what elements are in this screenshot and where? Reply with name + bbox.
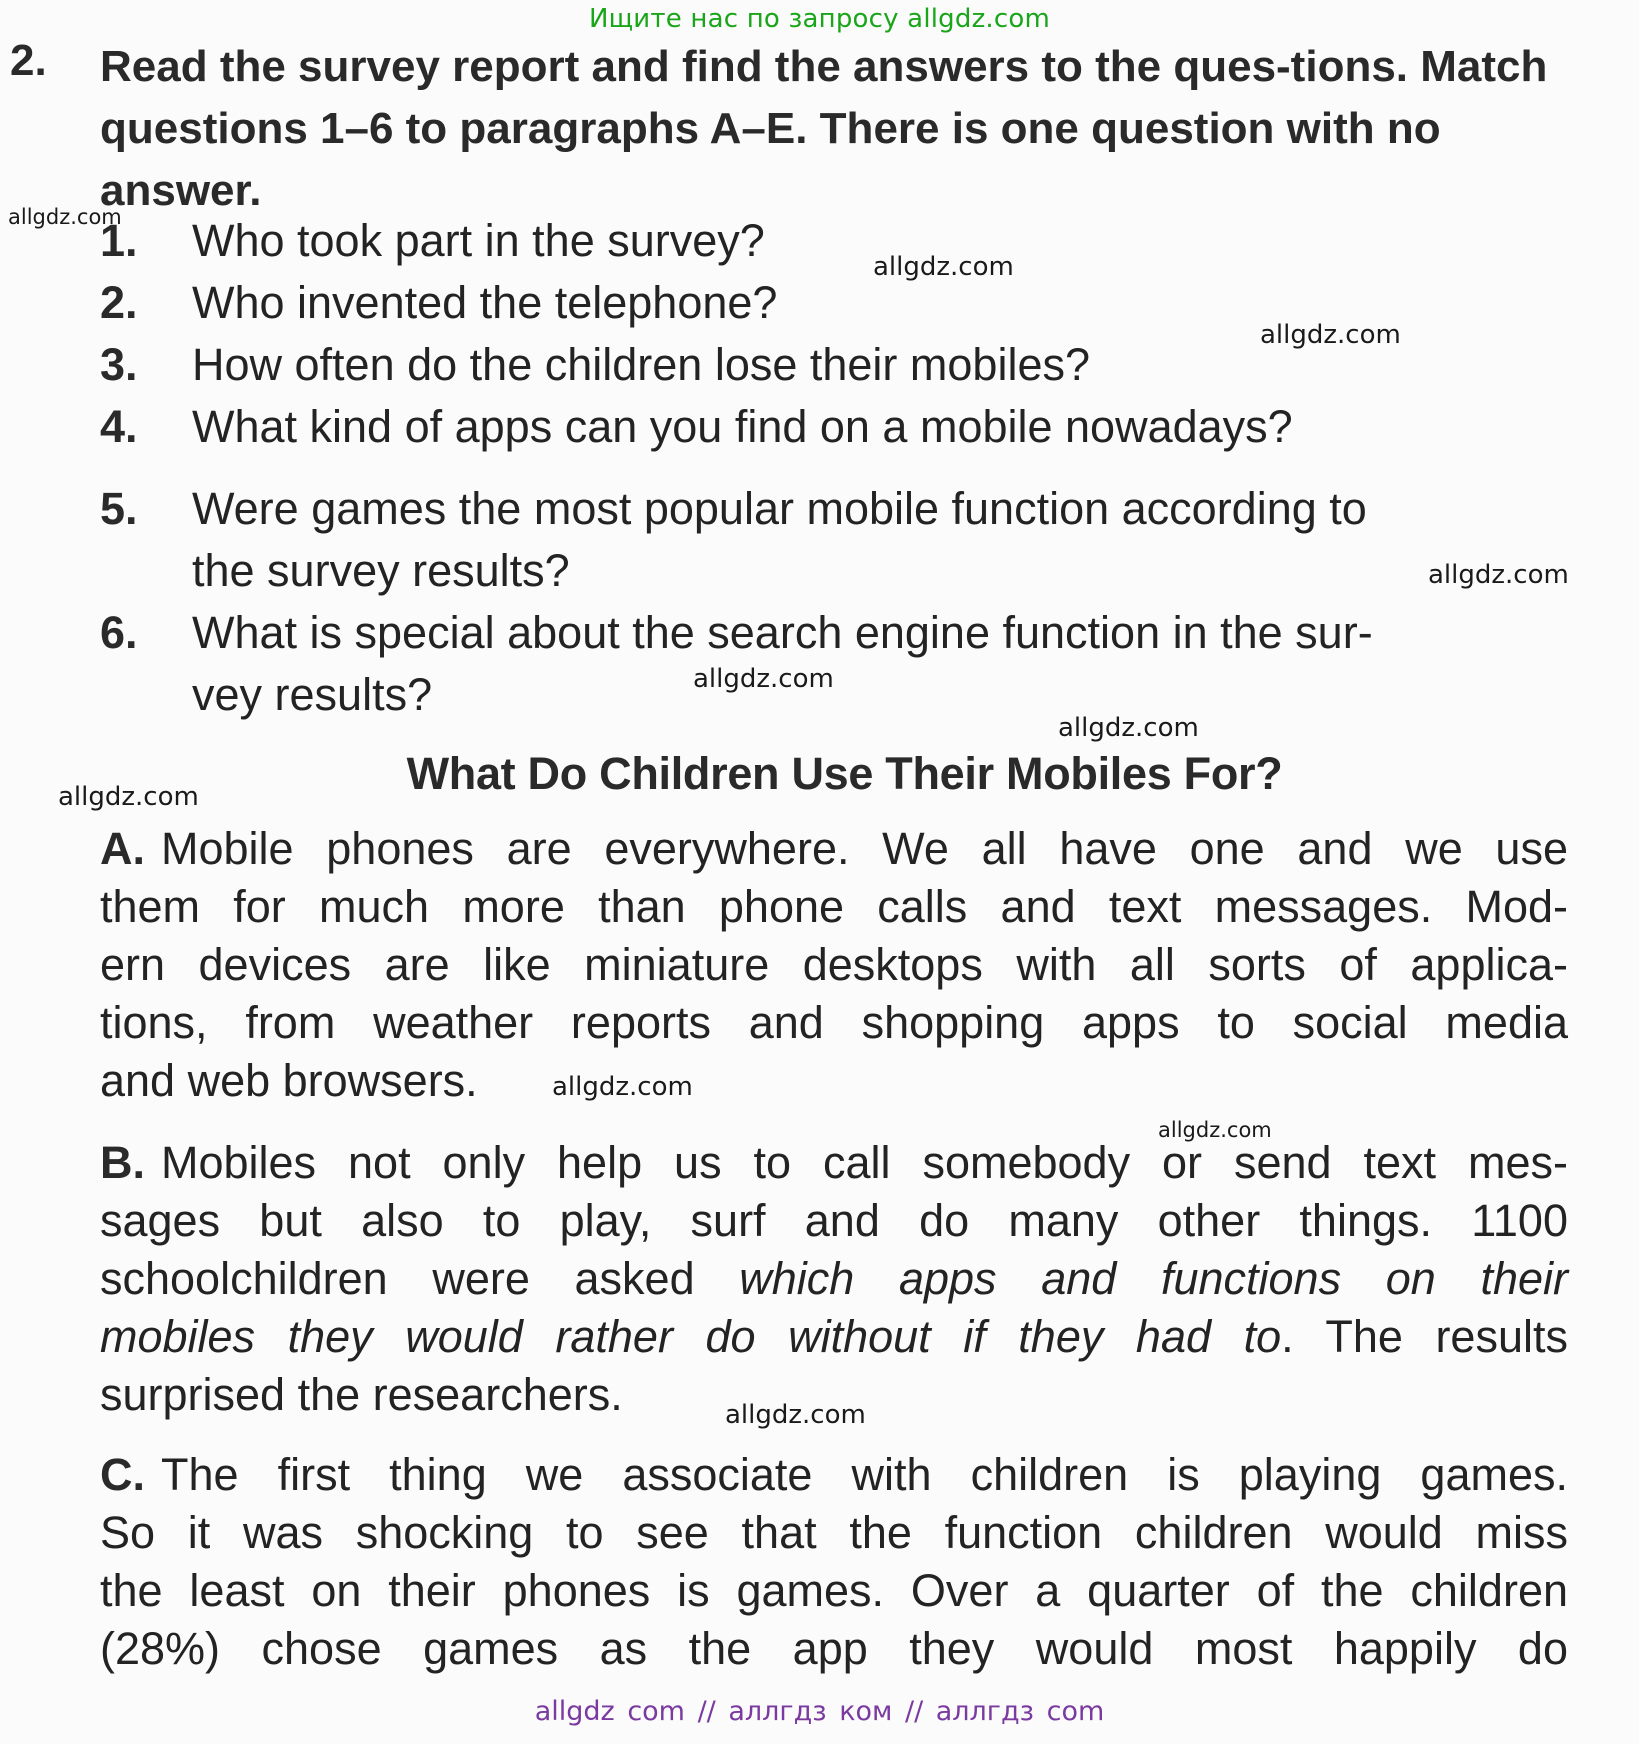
paragraph-line: (28%) chose games as the app they would most happily do <box>100 1623 1568 1674</box>
paragraph-line <box>100 1134 1568 1192</box>
question-5 <box>100 478 1580 602</box>
paragraph-line <box>100 1250 1568 1308</box>
paragraph-line: tions, from weather reports and shopping apps to social media <box>100 997 1568 1048</box>
watermark: allgdz.com <box>1260 320 1401 350</box>
paragraph-line: So it was shocking to see that the function children would miss <box>100 1507 1568 1558</box>
question-text: vey results? <box>192 669 433 720</box>
paragraph-line <box>100 1308 1568 1366</box>
paragraph-line: surprised the researchers. <box>100 1369 623 1420</box>
question-text: What is special about the search engine function in the sur- <box>192 607 1373 658</box>
paragraph-line <box>100 1446 1568 1504</box>
question-number: 6. <box>100 607 138 658</box>
question-6 <box>100 602 1580 726</box>
question-number: 4. <box>100 401 138 452</box>
task-instruction: Read the survey report and find the answers to the ques-tions. Match questions 1–6 to paragraphs A–E. There is one question with no answer. <box>100 42 1548 215</box>
watermark: allgdz.com <box>1058 713 1199 743</box>
paragraph-text: The first thing we associate with children is playing games. <box>161 1449 1568 1500</box>
question-text: What kind of apps can you find on a mobile nowadays? <box>192 401 1293 452</box>
question-text: Were games the most popular mobile function according to <box>192 483 1367 534</box>
paragraph-line <box>100 820 1568 878</box>
paragraph-line: them for much more than phone calls and text messages. Mod- <box>100 881 1568 932</box>
watermark: allgdz.com <box>725 1400 866 1430</box>
paragraph-b <box>100 1134 1568 1424</box>
question-1 <box>100 210 1580 272</box>
question-4 <box>100 396 1580 458</box>
paragraph-text: Mobile phones are everywhere. We all have one and we use <box>161 823 1568 874</box>
paragraph-text: Mobiles not only help us to call somebody or send text mes- <box>161 1137 1568 1188</box>
question-number: 2. <box>100 277 138 328</box>
survey-title: What Do Children Use Their Mobiles For? <box>406 748 1283 799</box>
watermark: allgdz.com <box>552 1072 693 1102</box>
paragraph-line: and web browsers. <box>100 1055 478 1106</box>
survey-question-italic: which apps and functions on their <box>739 1253 1568 1304</box>
watermark: allgdz.com <box>1158 1118 1272 1142</box>
task-number: 2. <box>10 36 47 85</box>
question-text: the survey results? <box>192 545 570 596</box>
question-text: Who took part in the survey? <box>192 215 765 266</box>
watermark: allgdz.com <box>1428 560 1569 590</box>
watermark: allgdz.com <box>693 664 834 694</box>
paragraph-label: A. <box>100 823 145 874</box>
paragraph-text: . The results <box>1281 1311 1568 1362</box>
paragraph-label: C. <box>100 1449 145 1500</box>
question-text: How often do the children lose their mobiles? <box>192 339 1091 390</box>
paragraph-a <box>100 820 1568 1110</box>
paragraph-line: the least on their phones is games. Over a quarter of the children <box>100 1565 1568 1616</box>
question-number: 5. <box>100 483 138 534</box>
paragraph-text: schoolchildren were asked <box>100 1253 740 1304</box>
watermark: allgdz.com <box>8 205 122 229</box>
question-text: Who invented the telephone? <box>192 277 778 328</box>
paragraph-c <box>100 1446 1568 1678</box>
bottom-banner: allgdz com // аллгдз ком // аллгдз com <box>534 1696 1105 1727</box>
top-banner: Ищите нас по запросу allgdz.com <box>588 4 1051 34</box>
question-number: 3. <box>100 339 138 390</box>
watermark: allgdz.com <box>58 782 199 812</box>
paragraph-label: B. <box>100 1137 145 1188</box>
paragraph-line: sages but also to play, surf and do many other things. 1100 <box>100 1195 1568 1246</box>
survey-question-italic: mobiles they would rather do without if they had to <box>100 1311 1282 1362</box>
paragraph-line: ern devices are like miniature desktops with all sorts of applica- <box>100 939 1568 990</box>
question-number: 1. <box>100 215 138 266</box>
watermark: allgdz.com <box>873 252 1014 282</box>
